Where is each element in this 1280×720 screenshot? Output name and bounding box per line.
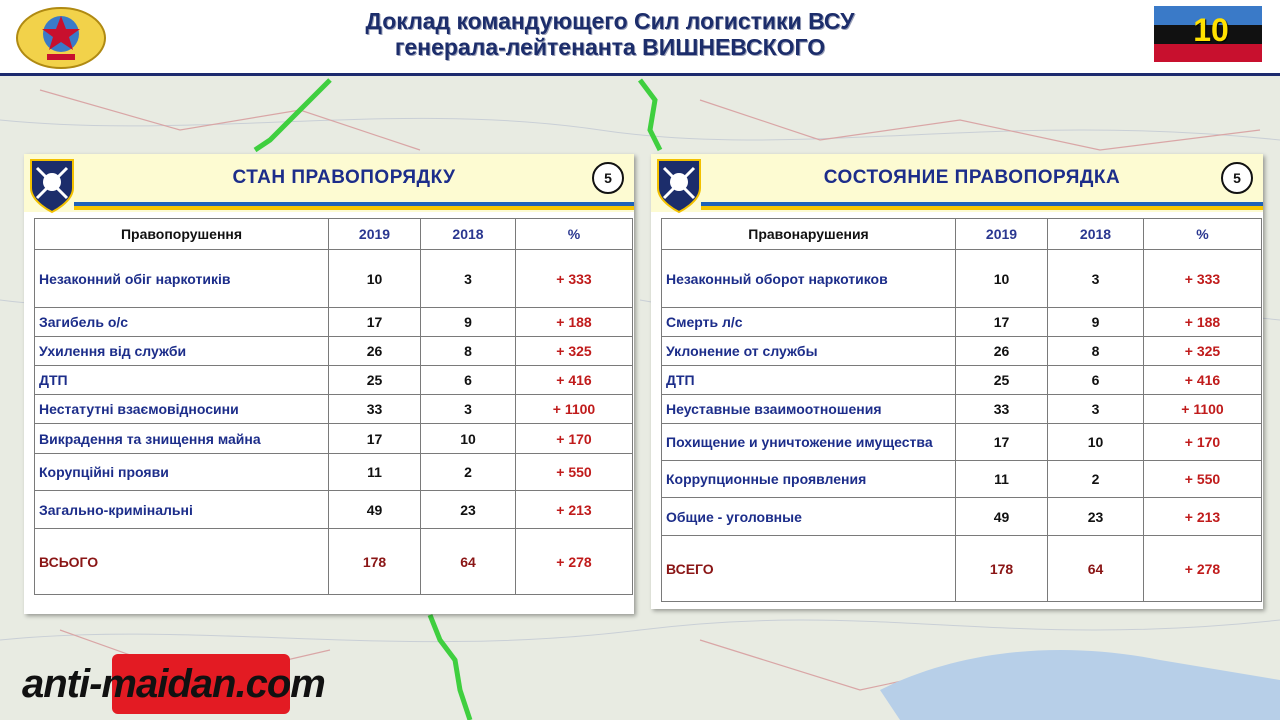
percent-change: + 325 bbox=[1144, 337, 1262, 366]
total-2018: 64 bbox=[421, 529, 516, 595]
value-2018: 9 bbox=[421, 308, 516, 337]
value-2019: 17 bbox=[956, 424, 1048, 461]
value-2019: 33 bbox=[329, 395, 421, 424]
value-2018: 2 bbox=[421, 454, 516, 491]
panel-header bbox=[651, 154, 1263, 212]
panel-header bbox=[24, 154, 634, 212]
value-2018: 3 bbox=[1048, 395, 1144, 424]
total-percent: + 278 bbox=[1144, 536, 1262, 602]
value-2019: 17 bbox=[329, 308, 421, 337]
value-2018: 3 bbox=[421, 395, 516, 424]
offense-name: Викрадення та знищення майна bbox=[35, 424, 329, 454]
table-row bbox=[662, 308, 1262, 337]
value-2019: 49 bbox=[329, 491, 421, 529]
table-row bbox=[35, 250, 633, 308]
offense-name: Ухилення від служби bbox=[35, 337, 329, 366]
column-header: Правонарушения bbox=[662, 219, 956, 250]
column-header: Правопорушення bbox=[35, 219, 329, 250]
percent-change: + 550 bbox=[1144, 461, 1262, 498]
table-row bbox=[662, 337, 1262, 366]
value-2018: 10 bbox=[421, 424, 516, 454]
value-2018: 6 bbox=[1048, 366, 1144, 395]
site-watermark bbox=[22, 654, 352, 714]
offense-name: ДТП bbox=[662, 366, 956, 395]
value-2018: 8 bbox=[1048, 337, 1144, 366]
total-label: ВСЬОГО bbox=[35, 529, 329, 595]
value-2019: 33 bbox=[956, 395, 1048, 424]
total-label: ВСЕГО bbox=[662, 536, 956, 602]
value-2018: 8 bbox=[421, 337, 516, 366]
table-row bbox=[35, 337, 633, 366]
offense-name: Смерть л/с bbox=[662, 308, 956, 337]
total-2019: 178 bbox=[956, 536, 1048, 602]
total-2018: 64 bbox=[1048, 536, 1144, 602]
table-row bbox=[35, 424, 633, 454]
value-2019: 26 bbox=[956, 337, 1048, 366]
offenses-table bbox=[661, 218, 1262, 602]
percent-change: + 333 bbox=[1144, 250, 1262, 308]
value-2019: 25 bbox=[956, 366, 1048, 395]
offense-name: Уклонение от службы bbox=[662, 337, 956, 366]
value-2018: 2 bbox=[1048, 461, 1144, 498]
title-line-2: генерала-лейтенанта ВИШНЕВСКОГО bbox=[394, 34, 826, 60]
value-2018: 6 bbox=[421, 366, 516, 395]
right-panel-russian bbox=[651, 154, 1263, 609]
percent-change: + 416 bbox=[1144, 366, 1262, 395]
watermark-text: anti-maidan.com bbox=[22, 662, 325, 706]
value-2019: 25 bbox=[329, 366, 421, 395]
title-line-1: Доклад командующего Сил логистики ВСУ bbox=[365, 8, 855, 34]
value-2018: 9 bbox=[1048, 308, 1144, 337]
value-2019: 10 bbox=[329, 250, 421, 308]
offense-name: Незаконный оборот наркотиков bbox=[662, 250, 956, 308]
offense-name: Незаконний обіг наркотиків bbox=[35, 250, 329, 308]
table-total-row bbox=[662, 536, 1262, 602]
value-2018: 23 bbox=[1048, 498, 1144, 536]
section-badge: 5 bbox=[592, 162, 624, 194]
value-2019: 26 bbox=[329, 337, 421, 366]
offense-name: Неуставные взаимоотношения bbox=[662, 395, 956, 424]
value-2018: 3 bbox=[1048, 250, 1144, 308]
value-2018: 3 bbox=[421, 250, 516, 308]
percent-change: + 188 bbox=[1144, 308, 1262, 337]
slide-header bbox=[0, 0, 1280, 76]
column-header: % bbox=[1144, 219, 1262, 250]
percent-change: + 213 bbox=[516, 491, 633, 529]
page-title bbox=[300, 8, 920, 60]
panel-title: СТАН ПРАВОПОРЯДКУ bbox=[232, 167, 456, 188]
offense-name: ДТП bbox=[35, 366, 329, 395]
percent-change: + 325 bbox=[516, 337, 633, 366]
column-header: 2018 bbox=[421, 219, 516, 250]
left-panel-ukrainian bbox=[24, 154, 634, 614]
offenses-table bbox=[34, 218, 633, 595]
logistics-shield-icon bbox=[29, 158, 75, 214]
lpr-emblem-icon bbox=[13, 4, 109, 70]
value-2019: 11 bbox=[329, 454, 421, 491]
offense-name: Похищение и уничтожение имущества bbox=[662, 424, 956, 461]
offense-name: Общие - уголовные bbox=[662, 498, 956, 536]
table-total-row bbox=[35, 529, 633, 595]
percent-change: + 170 bbox=[1144, 424, 1262, 461]
table-row bbox=[35, 491, 633, 529]
value-2019: 49 bbox=[956, 498, 1048, 536]
value-2019: 11 bbox=[956, 461, 1048, 498]
percent-change: + 550 bbox=[516, 454, 633, 491]
section-badge: 5 bbox=[1221, 162, 1253, 194]
total-2019: 178 bbox=[329, 529, 421, 595]
table-row bbox=[35, 395, 633, 424]
offense-name: Загально-кримінальні bbox=[35, 491, 329, 529]
percent-change: + 213 bbox=[1144, 498, 1262, 536]
value-2018: 23 bbox=[421, 491, 516, 529]
column-header: 2019 bbox=[329, 219, 421, 250]
percent-change: + 416 bbox=[516, 366, 633, 395]
percent-change: + 1100 bbox=[1144, 395, 1262, 424]
offense-name: Нестатутні взаємовідносини bbox=[35, 395, 329, 424]
table-header-row bbox=[662, 219, 1262, 250]
offense-name: Коррупционные проявления bbox=[662, 461, 956, 498]
value-2019: 17 bbox=[329, 424, 421, 454]
column-header: 2019 bbox=[956, 219, 1048, 250]
table-row bbox=[35, 366, 633, 395]
panel-title: СОСТОЯНИЕ ПРАВОПОРЯДКА bbox=[823, 167, 1121, 188]
value-2019: 10 bbox=[956, 250, 1048, 308]
table-row bbox=[662, 250, 1262, 308]
table-row bbox=[662, 424, 1262, 461]
page-number: 10 bbox=[1193, 12, 1229, 48]
percent-change: + 188 bbox=[516, 308, 633, 337]
column-header: % bbox=[516, 219, 633, 250]
offense-name: Корупційні прояви bbox=[35, 454, 329, 491]
table-row bbox=[662, 498, 1262, 536]
percent-change: + 333 bbox=[516, 250, 633, 308]
table-row bbox=[35, 454, 633, 491]
percent-change: + 170 bbox=[516, 424, 633, 454]
logistics-shield-icon bbox=[656, 158, 702, 214]
table-row bbox=[662, 461, 1262, 498]
offense-name: Загибель о/с bbox=[35, 308, 329, 337]
value-2018: 10 bbox=[1048, 424, 1144, 461]
value-2019: 17 bbox=[956, 308, 1048, 337]
table-row bbox=[662, 366, 1262, 395]
table-row bbox=[662, 395, 1262, 424]
column-header: 2018 bbox=[1048, 219, 1144, 250]
percent-change: + 1100 bbox=[516, 395, 633, 424]
table-row bbox=[35, 308, 633, 337]
total-percent: + 278 bbox=[516, 529, 633, 595]
table-header-row bbox=[35, 219, 633, 250]
